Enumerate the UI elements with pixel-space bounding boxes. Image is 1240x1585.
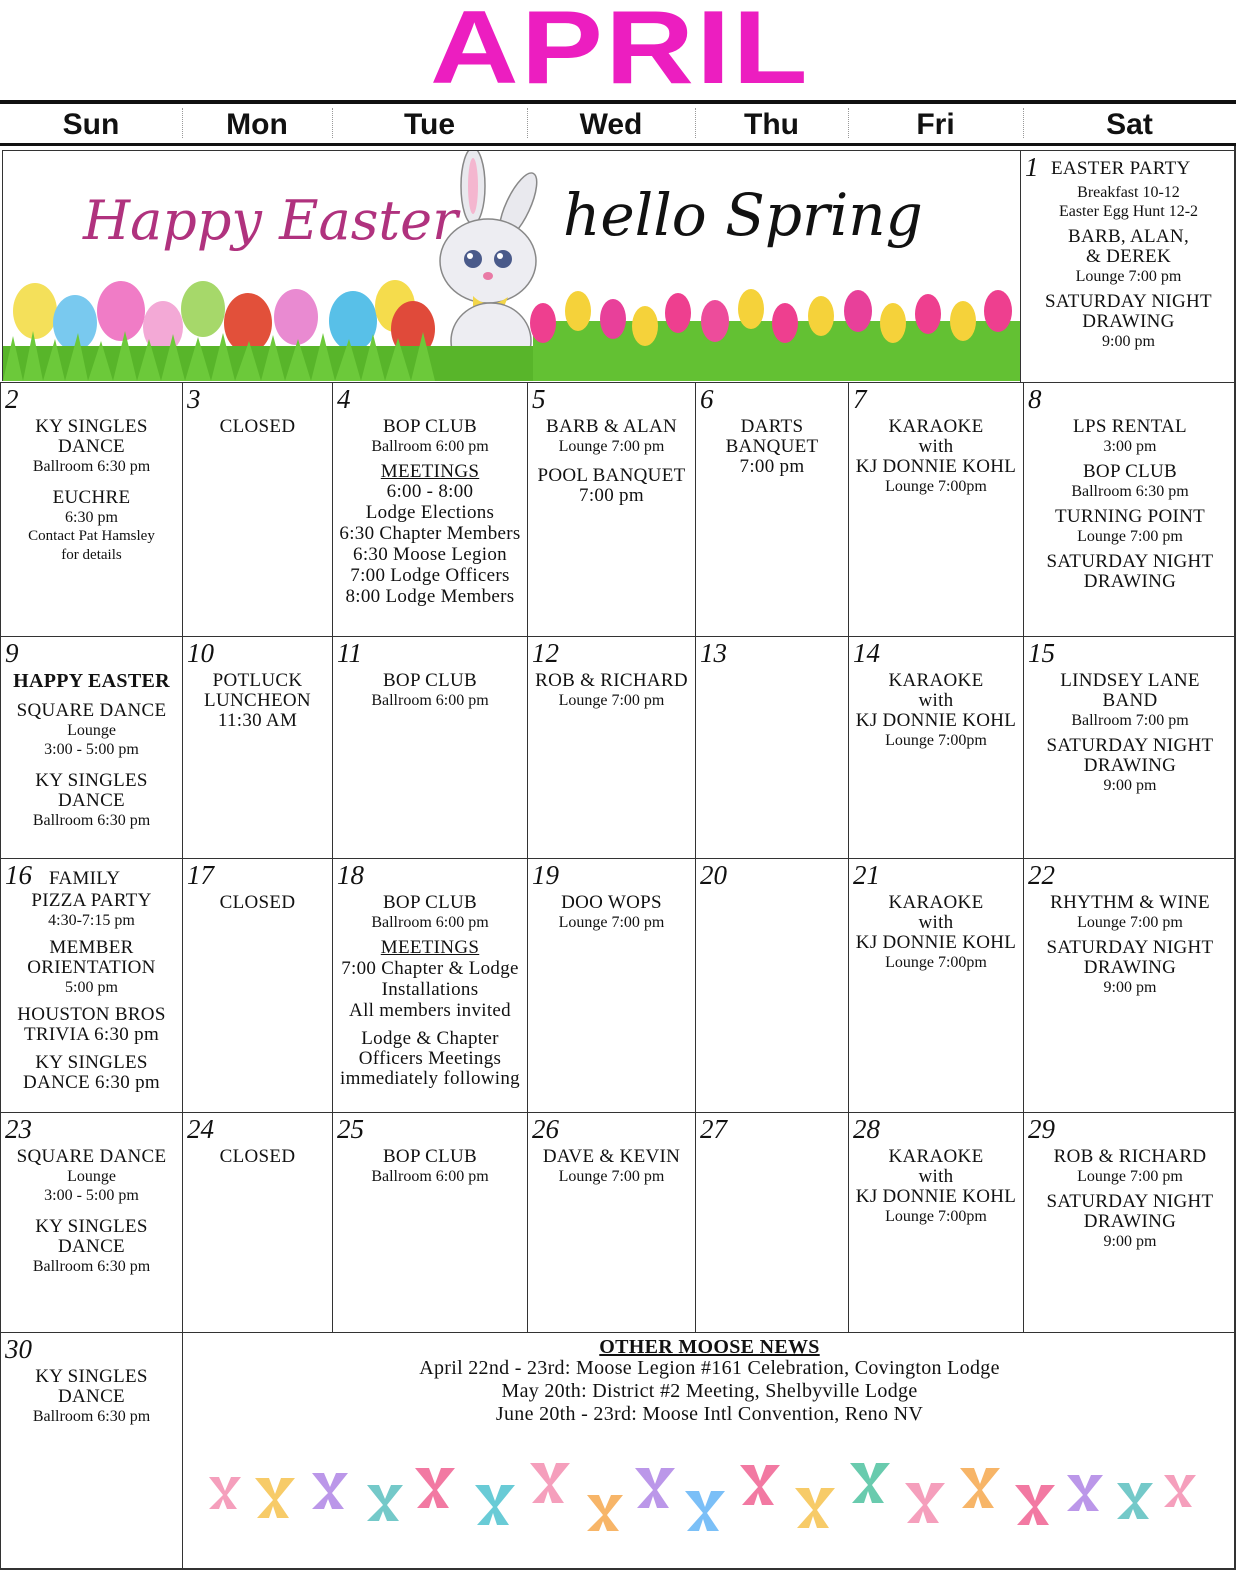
day-cell-2 [0,382,182,636]
day-cell-8 [1023,382,1236,636]
event-line: 4:30-7:15 pm [48,912,135,929]
day-number: 11 [337,638,362,668]
event-line: SATURDAY NIGHT [1046,1191,1214,1212]
event-line: SQUARE DANCE [16,700,167,721]
day-number: 16 [5,860,32,890]
day-cell-12 [527,636,695,858]
event-line: BOP CLUB [1082,461,1178,482]
event-line: TURNING POINT [1054,506,1206,527]
event-line: 3:00 pm [1103,438,1157,455]
day-cell-18 [332,858,527,1112]
event-line: for details [61,547,122,563]
event-line: CLOSED [219,416,296,437]
event-line: KY SINGLES [35,1052,148,1073]
event-line: LINDSEY LANE [1060,670,1200,691]
day-number: 22 [1028,860,1055,890]
event-line: Installations [381,979,479,1000]
event-line: with [918,436,954,457]
weekday-fri: Fri [848,100,1023,146]
event-line: 7:00 pm [579,485,644,506]
event-line: 7:00 Chapter & Lodge [341,958,519,979]
event-line: LUNCHEON [204,690,311,711]
event-line: 6:30 pm [65,509,118,526]
day-number: 29 [1028,1114,1055,1144]
event-line: KARAOKE [888,892,984,913]
event-line: Lounge 7:00 pm [558,1168,665,1185]
event-line: KY SINGLES [35,1366,148,1387]
event-line: immediately following [340,1068,520,1089]
event-line: EUCHRE [52,487,131,508]
day-cell-29 [1023,1112,1236,1332]
event-line: SATURDAY NIGHT [1046,551,1214,572]
weekday-mon: Mon [182,100,332,146]
event-line: 7:00 pm [739,456,805,477]
event-line: DRAWING [1083,571,1177,592]
weekday-sat: Sat [1023,100,1236,146]
event-line: Lounge 7:00 pm [558,692,665,709]
day-cell-28 [848,1112,1023,1332]
event-line: DRAWING [1082,311,1175,332]
event-line: 6:30 Moose Legion [353,544,507,565]
event-line: Lounge 7:00 pm [1075,268,1182,285]
event-line: Ballroom 6:30 pm [32,1258,151,1275]
day-number: 8 [1028,384,1042,414]
event-line: Contact Pat Hamsley [28,528,155,544]
day-cell-27 [695,1112,848,1332]
event-line: Lodge & Chapter [361,1028,499,1049]
event-line: Lounge [67,722,116,739]
day-number: 24 [187,1114,214,1144]
day-number: 2 [5,384,19,414]
day-cell-13 [695,636,848,858]
event-line: Ballroom 6:30 pm [32,458,151,475]
event-line: POOL BANQUET [537,465,686,486]
event-line: Lounge 7:00 pm [1077,1168,1183,1185]
event-line: 11:30 AM [217,710,298,731]
day-number: 12 [532,638,559,668]
event-line: Lounge 7:00pm [885,478,987,495]
day-number: 15 [1028,638,1055,668]
day-cell-14 [848,636,1023,858]
event-line: KJ DONNIE KOHL [855,710,1017,731]
weekday-tue: Tue [332,100,527,146]
day-cell-21 [848,858,1023,1112]
day-cell-23 [0,1112,182,1332]
news-item: June 20th - 23rd: Moose Intl Convention, Reno NV [495,1403,924,1425]
event-line: 7:00 Lodge Officers [350,565,510,586]
event-line: Lounge 7:00pm [885,732,987,749]
day-cell-5 [527,382,695,636]
event-line: BARB & ALAN [545,416,678,437]
event-line: MEETINGS [380,461,480,482]
event-line: DOO WOPS [561,892,662,913]
day-number: 30 [5,1334,32,1364]
event-line: Lounge 7:00 pm [558,438,665,455]
day-cell-11 [332,636,527,858]
weekday-wed: Wed [527,100,695,146]
day-cell-4 [332,382,527,636]
day-number: 20 [700,860,727,890]
event-line: BOP CLUB [382,892,478,913]
day-cell-25 [332,1112,527,1332]
event-line: 9:00 pm [1103,777,1157,794]
day-number: 6 [700,384,714,414]
event-line: BOP CLUB [382,1146,478,1167]
event-line: KJ DONNIE KOHL [855,932,1017,953]
day-cell-30 [0,1332,182,1568]
event-line: BAND [1102,690,1158,711]
event-line: Ballroom 6:00 pm [371,438,489,455]
day-cell-9 [0,636,182,858]
day-cell-19 [527,858,695,1112]
event-line: ORIENTATION [27,957,156,978]
event-line: 5:00 pm [65,979,118,996]
event-line: Easter Egg Hunt 12-2 [1058,203,1199,220]
day-cell-17 [182,858,332,1112]
event-line: CLOSED [219,1146,296,1167]
event-line: BARB, ALAN, [1067,226,1189,247]
event-line: FAMILY [49,868,121,889]
day-cell-3 [182,382,332,636]
banner-left-text: Happy Easter [83,189,458,252]
event-line: Lounge 7:00 pm [1077,914,1183,931]
news-heading: OTHER MOOSE NEWS [599,1336,820,1358]
event-line: MEMBER [49,937,134,958]
event-line: DANCE [58,790,125,811]
day-number: 19 [532,860,559,890]
day-cell-16 [0,858,182,1112]
event-line: Lounge 7:00 pm [1077,528,1183,545]
event-line: DRAWING [1083,957,1177,978]
banner-right-text: hello Spring [563,181,923,249]
event-line: with [918,1166,954,1187]
event-line: BANQUET [725,436,819,457]
weekday-sun: Sun [0,100,182,146]
event-line: MEETINGS [380,937,480,958]
event-line: Breakfast 10-12 [1077,184,1180,201]
event-line: DARTS [740,416,804,437]
day-cell-7 [848,382,1023,636]
event-line: Officers Meetings [358,1048,502,1069]
news-item: May 20th: District #2 Meeting, Shelbyville Lodge [501,1380,918,1402]
day-cell-10 [182,636,332,858]
easter-banner [2,150,1021,381]
day-number: 7 [853,384,867,414]
event-line: Ballroom 6:00 pm [371,914,489,931]
day-number: 28 [853,1114,880,1144]
day-cell-20 [695,858,848,1112]
event-line: Ballroom 6:30 pm [32,1408,151,1425]
event-line: DAVE & KEVIN [542,1146,681,1167]
event-line: KY SINGLES [35,1216,148,1237]
day-number: 1 [1025,152,1039,182]
event-line: DANCE [58,1236,125,1257]
event-line: Lounge 7:00 pm [558,914,665,931]
event-line: TRIVIA 6:30 pm [23,1024,160,1045]
event-line: & DEREK [1086,246,1171,267]
butterflies-icon [203,1445,1203,1555]
event-line: DRAWING [1083,755,1177,776]
event-line: 8:00 Lodge Members [345,586,515,607]
event-line: 9:00 pm [1102,333,1155,350]
day-number: 17 [187,860,214,890]
event-line: 6:30 Chapter Members [339,523,521,544]
event-line: with [918,690,954,711]
event-line: KY SINGLES [35,770,148,791]
day-number: 14 [853,638,880,668]
event-line: KY SINGLES [35,416,148,437]
event-line: DANCE [58,436,125,457]
event-line: BOP CLUB [382,416,478,437]
day-number: 18 [337,860,364,890]
event-line: KARAOKE [888,416,984,437]
event-line: 9:00 pm [1103,1233,1157,1250]
news-item: April 22nd - 23rd: Moose Legion #161 Celebration, Covington Lodge [419,1357,1000,1379]
event-line: KARAOKE [888,1146,984,1167]
month-title: APRIL [430,0,810,106]
event-line: Ballroom 7:00 pm [1071,712,1189,729]
day-cell-26 [527,1112,695,1332]
event-line: KARAOKE [888,670,984,691]
event-line: Ballroom 6:00 pm [371,1168,489,1185]
day-number: 5 [532,384,546,414]
event-line: SQUARE DANCE [16,1146,167,1167]
day-number: 10 [187,638,214,668]
event-line: KJ DONNIE KOHL [855,456,1017,477]
day-number: 27 [700,1114,727,1144]
event-line: CLOSED [219,892,296,913]
day-number: 9 [5,638,19,668]
weekday-thu: Thu [695,100,848,146]
day-number: 21 [853,860,880,890]
event-line: KJ DONNIE KOHL [855,1186,1017,1207]
event-line: PIZZA PARTY [31,890,152,911]
event-line: Lounge 7:00pm [885,954,987,971]
event-line: ROB & RICHARD [535,670,688,691]
event-line: Ballroom 6:30 pm [1071,483,1189,500]
event-line: BOP CLUB [382,670,478,691]
day-cell-6 [695,382,848,636]
event-line: ROB & RICHARD [1053,1146,1207,1167]
day-number: 23 [5,1114,32,1144]
day-cell-24 [182,1112,332,1332]
event-line: HOUSTON BROS [17,1004,166,1025]
event-line: LPS RENTAL [1073,416,1187,437]
day-number: 13 [700,638,727,668]
day-cell-15 [1023,636,1236,858]
event-line: SATURDAY NIGHT [1046,735,1214,756]
event-line: 3:00 - 5:00 pm [44,741,139,758]
day-number: 26 [532,1114,559,1144]
event-line: HAPPY EASTER [13,670,170,692]
event-line: DRAWING [1083,1211,1177,1232]
day-number: 25 [337,1114,364,1144]
event-line: Ballroom 6:30 pm [32,812,151,829]
event-line: Ballroom 6:00 pm [371,692,489,709]
event-line: SATURDAY NIGHT [1046,937,1214,958]
event-line: DANCE [58,1386,125,1407]
event-line: Lounge [67,1168,116,1185]
other-news-panel [182,1332,1236,1568]
day-number: 3 [187,384,201,414]
event-line: POTLUCK [212,670,303,691]
event-line: Lounge 7:00pm [885,1208,987,1225]
calendar-grid [0,100,1236,1570]
event-line: SATURDAY NIGHT [1045,291,1212,312]
event-line: 9:00 pm [1103,979,1157,996]
event-line: EASTER PARTY [1051,158,1191,179]
event-line: Lodge Elections [365,502,495,523]
event-line: 6:00 - 8:00 [386,481,474,502]
day-cell-22 [1023,858,1236,1112]
event-line: DANCE 6:30 pm [23,1072,160,1093]
event-line: 3:00 - 5:00 pm [44,1187,139,1204]
event-line: All members invited [349,1000,511,1021]
event-line: with [918,912,954,933]
day-cell-1 [1020,150,1236,382]
day-number: 4 [337,384,351,414]
event-line: RHYTHM & WINE [1050,892,1210,913]
